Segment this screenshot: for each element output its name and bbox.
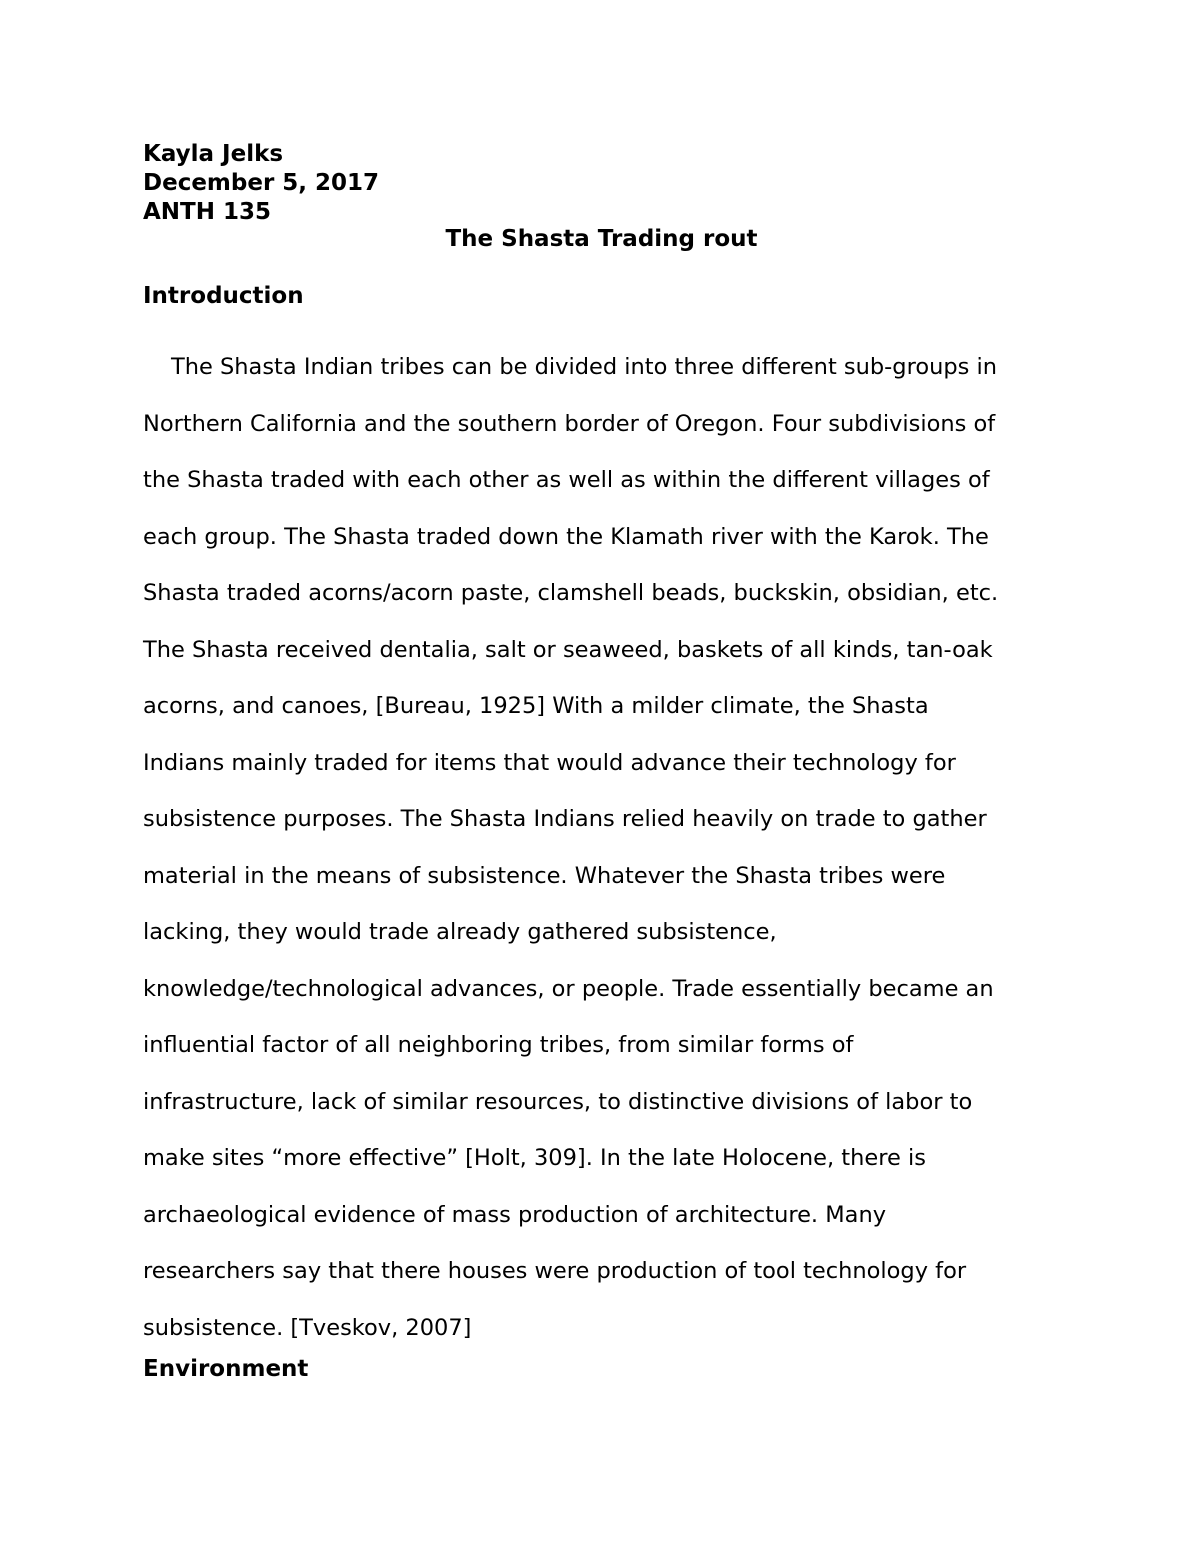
document-header xyxy=(143,140,379,227)
author-name: Kayla Jelks xyxy=(143,141,284,167)
document-date: December 5, 2017 xyxy=(143,170,380,196)
paragraph-line: Northern California and the southern border of Oregon. Four subdivisions of xyxy=(143,410,996,437)
paragraph-line: acorns, and canoes, [Bureau, 1925] With a milder climate, the Shasta xyxy=(143,693,929,719)
paragraph-line: influential factor of all neighboring tribes, from similar forms of xyxy=(143,1032,854,1058)
document-title: The Shasta Trading rout xyxy=(445,226,758,252)
paragraph-line: The Shasta received dentalia, salt or seaweed, baskets of all kinds, tan-oak xyxy=(143,636,993,663)
section-heading-introduction: Introduction xyxy=(143,283,304,309)
section-heading-environment: Environment xyxy=(143,1356,309,1382)
paragraph-line: the Shasta traded with each other as well as within the different villages of xyxy=(143,467,990,493)
paragraph-line: infrastructure, lack of similar resources, to distinctive divisions of labor to xyxy=(143,1088,973,1115)
paragraph-line: archaeological evidence of mass production of architecture. Many xyxy=(143,1201,887,1228)
paragraph-line: subsistence. [Tveskov, 2007] xyxy=(143,1314,472,1341)
paragraph-line: Shasta traded acorns/acorn paste, clamshell beads, buckskin, obsidian, etc. xyxy=(143,580,999,606)
introduction-paragraph xyxy=(143,339,1063,1356)
course-code: ANTH 135 xyxy=(143,199,272,225)
paragraph-line: Indians mainly traded for items that would advance their technology for xyxy=(143,749,956,776)
paragraph-line: The Shasta Indian tribes can be divided into three different sub-groups in xyxy=(171,354,998,380)
paragraph-line: make sites “more effective” [Holt, 309]. In the late Holocene, there is xyxy=(143,1145,926,1171)
paragraph-line: knowledge/technological advances, or people. Trade essentially became an xyxy=(143,975,994,1002)
paragraph-line: each group. The Shasta traded down the Klamath river with the Karok. The xyxy=(143,523,989,550)
paragraph-line: subsistence purposes. The Shasta Indians relied heavily on trade to gather xyxy=(143,806,987,832)
paragraph-line: researchers say that there houses were production of tool technology for xyxy=(143,1258,967,1284)
paragraph-line: material in the means of subsistence. Whatever the Shasta tribes were xyxy=(143,862,946,889)
paragraph-line: lacking, they would trade already gathered subsistence, xyxy=(143,919,777,945)
